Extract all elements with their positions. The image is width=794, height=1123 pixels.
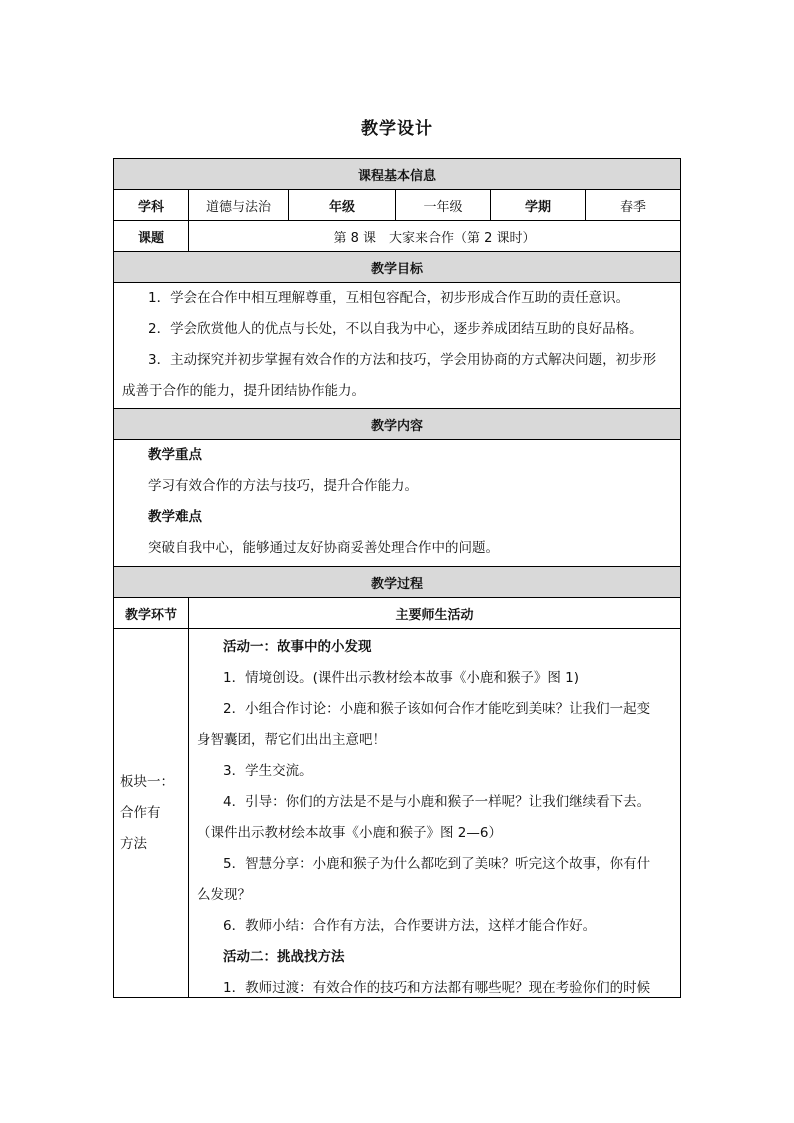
section-header-process: 教学过程 bbox=[114, 567, 680, 597]
goal-item: 3．主动探究并初步掌握有效合作的方法和技巧，学会用协商的方式解决问题，初步形 bbox=[148, 352, 657, 368]
activity-line: 2．小组合作讨论：小鹿和猴子该如何合作才能吃到美味？让我们一起变 bbox=[223, 701, 651, 717]
module-line: 方法 bbox=[120, 835, 147, 852]
term-label: 学期 bbox=[491, 190, 586, 220]
subject-label: 学科 bbox=[114, 190, 189, 220]
activity-heading: 活动二：挑战找方法 bbox=[223, 949, 345, 965]
activity-line: 5．智慧分享：小鹿和猴子为什么都吃到了美味？听完这个故事，你有什 bbox=[223, 856, 651, 872]
activity-heading: 活动一：故事中的小发现 bbox=[223, 639, 372, 655]
process-body bbox=[114, 629, 680, 997]
module-line: 合作有 bbox=[120, 804, 161, 821]
goal-item: 2．学会欣赏他人的优点与长处，不以自我为中心，逐步养成团结互助的良好品格。 bbox=[148, 321, 643, 337]
difficulty-label: 教学难点 bbox=[148, 509, 202, 525]
activity-column-header: 主要师生活动 bbox=[395, 607, 474, 623]
activity-cell bbox=[189, 629, 680, 997]
activity-line: 身智囊团，帮它们出出主意吧！ bbox=[197, 732, 386, 748]
grade-label: 年级 bbox=[289, 190, 396, 220]
goal-item-continued: 成善于合作的能力，提升团结协作能力。 bbox=[122, 383, 365, 399]
section-header-goals: 教学目标 bbox=[114, 252, 680, 282]
lesson-plan-table bbox=[113, 158, 681, 998]
activity-line: 6．教师小结：合作有方法，合作要讲方法，这样才能合作好。 bbox=[223, 918, 597, 934]
section-header-content: 教学内容 bbox=[114, 409, 680, 439]
section-header-basic-info: 课程基本信息 bbox=[114, 159, 680, 189]
goal-item: 1．学会在合作中相互理解尊重，互相包容配合，初步形成合作互助的责任意识。 bbox=[148, 290, 630, 306]
activity-line: 么发现？ bbox=[197, 887, 251, 903]
key-points-text: 学习有效合作的方法与技巧，提升合作能力。 bbox=[148, 478, 418, 494]
activity-line: 1．情境创设。(课件出示教材绘本故事《小鹿和猴子》图 1) bbox=[223, 670, 580, 686]
stage-column-header: 教学环节 bbox=[114, 598, 189, 628]
module-cell bbox=[114, 629, 189, 997]
topic-value: 第 8 课 大家来合作（第 2 课时） bbox=[333, 230, 536, 246]
content-block bbox=[114, 440, 680, 566]
topic-label: 课题 bbox=[114, 221, 189, 251]
document-title: 教学设计 bbox=[361, 119, 433, 139]
activity-line: 4．引导：你们的方法是不是与小鹿和猴子一样呢？让我们继续看下去。 bbox=[223, 794, 651, 810]
module-line: 板块一： bbox=[120, 773, 174, 790]
activity-line: 1．教师过渡：有效合作的技巧和方法都有哪些呢？现在考验你们的时候 bbox=[223, 980, 651, 996]
activity-line: 3．学生交流。 bbox=[223, 763, 313, 779]
activity-line: （课件出示教材绘本故事《小鹿和猴子》图 2—6） bbox=[197, 825, 502, 841]
term-value: 春季 bbox=[619, 199, 646, 215]
subject-value: 道德与法治 bbox=[189, 190, 289, 220]
difficulty-text: 突破自我中心，能够通过友好协商妥善处理合作中的问题。 bbox=[148, 540, 499, 556]
grade-value: 一年级 bbox=[396, 190, 491, 220]
goals-list bbox=[114, 283, 680, 408]
key-points-label: 教学重点 bbox=[148, 447, 202, 463]
